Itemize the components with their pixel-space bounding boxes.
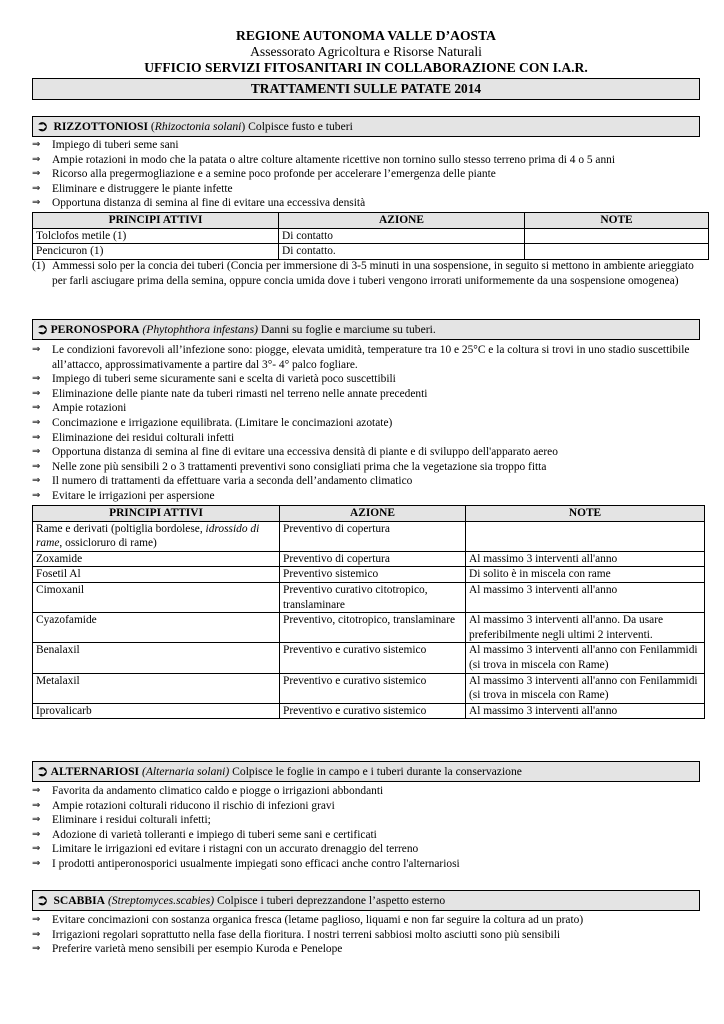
section-scabbia-header	[32, 890, 700, 911]
list-item: ⇒ Adozione di varietà tolleranti e impiego di tuberi seme sani e certificati	[32, 828, 377, 841]
list-item: ⇒ Limitare le irrigazioni ed evitare i ristagni con un accurato drenaggio del terreno	[32, 843, 419, 856]
disease-description: Danni su foglie e marciume su tuberi.	[260, 323, 436, 336]
double-arrow-icon: ⇒	[32, 344, 41, 355]
disease-description: Colpisce le foglie in campo e i tuberi durante la conservazione	[232, 765, 522, 778]
double-arrow-icon: ⇒	[32, 460, 41, 472]
list-item: ⇒ Ampie rotazioni	[32, 402, 127, 415]
latin-name: (Alternaria solani)	[141, 765, 230, 778]
region-heading: REGIONE AUTONOMA VALLE D’AOSTA	[236, 28, 496, 43]
double-arrow-icon: ⇒	[32, 446, 41, 458]
double-arrow-icon: ⇒	[32, 785, 41, 796]
table-row: Metalaxil Preventivo e curativo sistemico Al massimo 3 interventi all'anno con Fenilammidi (si trova in miscela con Rame)	[33, 673, 705, 703]
peronospora-table	[32, 505, 705, 719]
list-item: ⇒ Concimazione e irrigazione equilibrata. (Limitare le concimazioni azotate)	[32, 416, 393, 429]
latin-name: (Phytophthora infestans)	[142, 323, 258, 336]
list-item: ⇒ Eliminare e distruggere le piante infette	[32, 182, 233, 195]
arrow-icon: ➲	[36, 762, 49, 780]
double-arrow-icon: ⇒	[32, 402, 41, 414]
double-arrow-icon: ⇒	[32, 373, 41, 385]
table-row: Iprovalicarb Preventivo e curativo sistemico Al massimo 3 interventi all'anno	[33, 703, 705, 719]
list-item: ⇒ Irrigazioni regolari soprattutto nella fase della fioritura. I nostri terreni sabbiosi molto asciutti sono più sensibili	[32, 928, 561, 941]
latin-name: Rhizoctonia solani	[154, 120, 242, 133]
list-item: ⇒ Evitare concimazioni con sostanza organica fresca (letame paglioso, liquami e non far seguire la coltura ad un prato)	[32, 914, 584, 926]
list-item: ⇒ Il numero di trattamenti da effettuare varia a seconda dell’andamento climatico	[32, 475, 413, 488]
disease-description: Colpisce i tuberi deprezzandone l’aspetto esterno	[216, 894, 446, 907]
scabbia-list	[32, 913, 700, 957]
double-arrow-icon: ⇒	[32, 431, 41, 443]
list-item: ⇒ Evitare le irrigazioni per aspersione	[32, 489, 215, 502]
list-item: ⇒ Nelle zone più sensibili 2 o 3 trattamenti preventivi sono consigliati prima che la vegetazione sia troppo fitta	[32, 460, 547, 473]
table-row: Rame e derivati (poltiglia bordolese, idrossido di rame, ossicloruro di rame) Preventivo di copertura	[33, 521, 705, 551]
list-item: ⇒ Ampie rotazioni in modo che la patata o altre colture altamente ricettive non tornino sullo stesso terreno prima di 4 o 5 anni	[32, 153, 616, 166]
office-heading: UFFICIO SERVIZI FITOSANITARI IN COLLABORAZIONE CON I.A.R.	[144, 60, 588, 75]
section-alternariosi-header	[32, 761, 700, 782]
double-arrow-icon: ⇒	[32, 168, 41, 180]
list-item: ⇒ I prodotti antiperonosporici usualmente impiegati sono efficaci anche contro l'alternariosi	[32, 857, 460, 870]
department-heading: Assessorato Agricoltura e Risorse Naturali	[250, 44, 482, 59]
list-item: ⇒ Opportuna distanza di semina al fine di evitare una eccessiva densità	[32, 197, 366, 210]
rizzottoniosi-list	[32, 138, 700, 211]
double-arrow-icon: ⇒	[32, 475, 41, 487]
disease-name: PERONOSPORA	[50, 323, 140, 336]
section-peronospora-header	[32, 319, 700, 340]
double-arrow-icon: ⇒	[32, 182, 41, 194]
list-item: ⇒ Ampie rotazioni colturali riducono il rischio di infezioni gravi	[32, 799, 335, 812]
disease-name: RIZZOTTONIOSI	[53, 120, 148, 133]
double-arrow-icon: ⇒	[32, 843, 41, 855]
table-row: Benalaxil Preventivo e curativo sistemico Al massimo 3 interventi all'anno con Fenilammidi (si trova in miscela con Rame)	[33, 643, 705, 673]
double-arrow-icon: ⇒	[32, 943, 41, 955]
double-arrow-icon: ⇒	[32, 814, 41, 826]
list-item: ⇒ Eliminazione delle piante nate da tuberi rimasti nel terreno nelle annate precedenti	[32, 387, 428, 400]
table-row: Pencicuron (1) Di contatto.	[33, 244, 709, 260]
double-arrow-icon: ⇒	[32, 139, 41, 150]
list-item: ⇒ Eliminare i residui colturali infetti;	[32, 814, 211, 827]
table-row: Cyazofamide Preventivo, citotropico, translaminare Al massimo 3 interventi all'anno. Da usare preferibilmente negli ultimi 2 interventi.	[33, 613, 705, 643]
list-item: ⇒ Le condizioni favorevoli all’infezione sono: piogge, elevata umidità, temperature tra 10 e 25°C e la coltura si trovi in uno stadio suscettibile all’attacco, approssimativamente a partire dal 3°- 4° palco fogliare.	[32, 344, 690, 371]
list-item: ⇒ Impiego di tuberi seme sani	[32, 139, 179, 151]
arrow-icon: ➲	[36, 117, 49, 135]
table-header-row: PRINCIPI ATTIVI AZIONE NOTE	[33, 506, 705, 522]
double-arrow-icon: ⇒	[32, 489, 41, 501]
arrow-icon: ➲	[36, 320, 49, 338]
double-arrow-icon: ⇒	[32, 828, 41, 840]
peronospora-list	[32, 343, 700, 504]
double-arrow-icon: ⇒	[32, 387, 41, 399]
double-arrow-icon: ⇒	[32, 914, 41, 925]
document-title: TRATTAMENTI SULLE PATATE 2014	[32, 78, 700, 100]
list-item: ⇒ Ricorso alla pregermogliazione e a semine poco profonde per accelerare l’emergenza delle piante	[32, 168, 496, 181]
double-arrow-icon: ⇒	[32, 799, 41, 811]
disease-name: ALTERNARIOSI	[50, 765, 140, 778]
double-arrow-icon: ⇒	[32, 197, 41, 209]
table-header-row: PRINCIPI ATTIVI AZIONE NOTE	[33, 213, 709, 229]
disease-name: SCABBIA	[53, 894, 106, 907]
table-row: Zoxamide Preventivo di copertura Al massimo 3 interventi all'anno	[33, 551, 705, 567]
arrow-icon: ➲	[36, 891, 49, 909]
list-item: ⇒ Eliminazione dei residui colturali infetti	[32, 431, 235, 444]
section-rizzottoniosi-header: ➲ RIZZOTTONIOSI (Rhizoctonia solani) Colpisce fusto e tuberi	[32, 116, 700, 137]
alternariosi-list	[32, 784, 700, 872]
list-item: ⇒ Opportuna distanza di semina al fine di evitare una eccessiva densità di piante e di sviluppo dell'apparato aereo	[32, 446, 558, 459]
rizzottoniosi-footnote	[32, 259, 702, 288]
list-item: ⇒ Preferire varietà meno sensibili per esempio Kuroda e Penelope	[32, 943, 343, 956]
double-arrow-icon: ⇒	[32, 857, 41, 869]
double-arrow-icon: ⇒	[32, 928, 41, 940]
rizzottoniosi-table	[32, 212, 709, 260]
double-arrow-icon: ⇒	[32, 153, 41, 165]
list-item: ⇒ Impiego di tuberi seme sicuramente sani e scelta di varietà poco suscettibili	[32, 373, 396, 386]
table-row: Cimoxanil Preventivo curativo citotropico, translaminare Al massimo 3 interventi all'anno	[33, 582, 705, 612]
disease-description: Colpisce fusto e tuberi	[248, 120, 353, 133]
footnote-number: (1)	[32, 260, 46, 272]
table-row: Tolclofos metile (1) Di contatto	[33, 228, 709, 244]
list-item: ⇒ Favorita da andamento climatico caldo e piogge o irrigazioni abbondanti	[32, 785, 384, 797]
latin-name: (Streptomyces.scabies)	[107, 894, 215, 907]
footnote-text: Ammessi solo per la concia dei tuberi (Concia per immersione di 3-5 minuti in una sospensione, in seguito si mettono in ambiente arieggiato per farli asciugare prima della semina, oppure concia umida dove i tuberi vengono irrorati uniformemente da una sospensione omogenea)	[52, 260, 694, 287]
double-arrow-icon: ⇒	[32, 416, 41, 428]
table-row: Fosetil Al Preventivo sistemico Di solito è in miscela con rame	[33, 567, 705, 583]
